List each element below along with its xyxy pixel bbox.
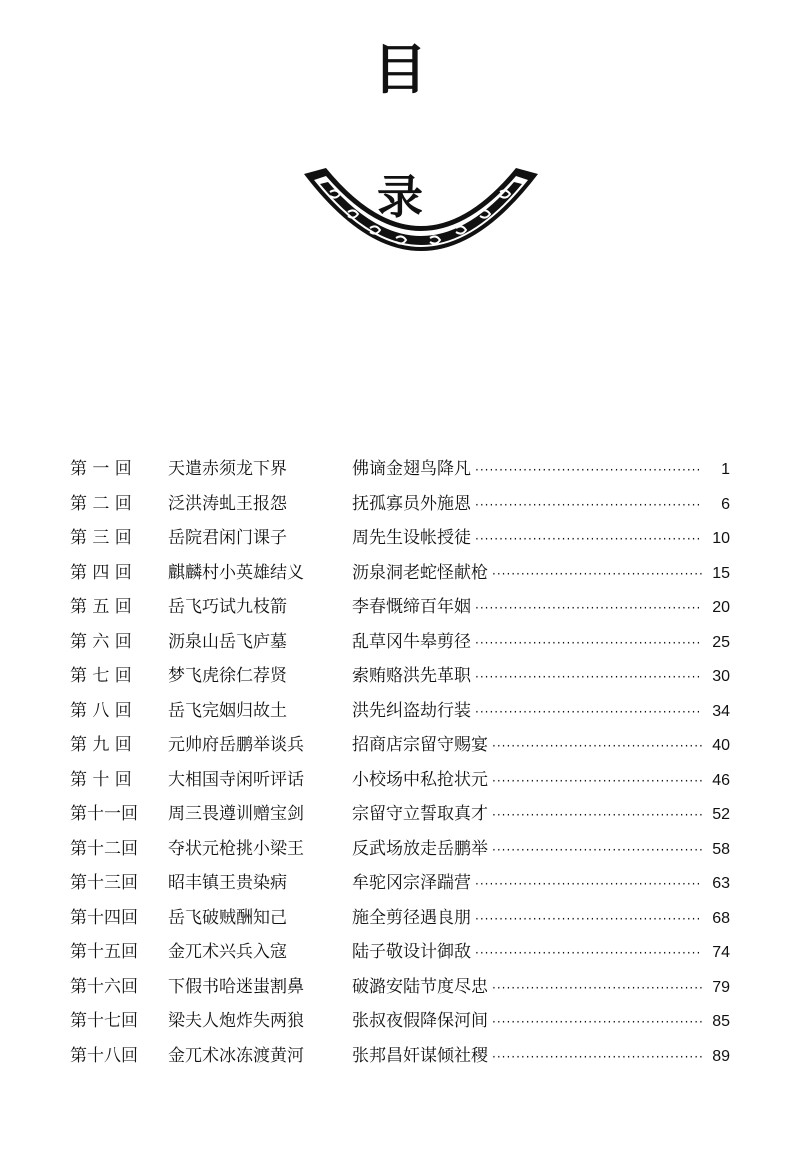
toc-row[interactable] — [70, 799, 730, 834]
chapter-number: 第十八回 — [70, 1045, 138, 1066]
leader-dots — [475, 532, 702, 546]
chapter-title-second: 宗留守立誓取真才 — [352, 804, 488, 824]
chapter-title-first: 梁夫人炮炸失两狼 — [168, 1011, 304, 1031]
toc-row[interactable] — [70, 868, 730, 903]
chapter-title-second: 招商店宗留守赐宴 — [352, 735, 488, 755]
toc-row[interactable] — [70, 558, 730, 593]
page-number: 25 — [712, 633, 730, 651]
leader-dots — [475, 498, 702, 512]
chapter-title-first: 岳飞完姻归故土 — [168, 700, 287, 721]
chapter-title-second: 张叔夜假降保河间 — [352, 1011, 488, 1031]
chapter-title-second: 破潞安陆节度尽忠 — [352, 976, 488, 997]
leader-dots — [492, 981, 702, 995]
page-number: 30 — [712, 668, 730, 685]
chapter-number: 第 三 回 — [70, 528, 132, 548]
toc-row[interactable] — [70, 523, 730, 558]
chapter-number: 第 九 回 — [70, 735, 132, 755]
chapter-number: 第十五回 — [70, 942, 138, 962]
chapter-title-second: 施全剪径遇良朋 — [352, 907, 471, 928]
chapter-number: 第十一回 — [70, 804, 138, 824]
title-mu: 目 — [373, 38, 427, 101]
chapter-title-first: 金兀术兴兵入寇 — [168, 942, 287, 962]
toc-row[interactable] — [70, 592, 730, 627]
chapter-number: 第 二 回 — [70, 493, 132, 514]
chapter-number: 第 六 回 — [70, 631, 132, 652]
leader-dots — [475, 670, 702, 684]
chapter-title-first: 梦飞虎徐仁荐贤 — [168, 666, 287, 686]
leader-dots — [492, 1015, 702, 1029]
chapter-title-second: 周先生设帐授徒 — [352, 528, 471, 548]
chapter-number: 第十二回 — [70, 838, 138, 859]
leader-dots — [492, 739, 702, 753]
chapter-title-first: 沥泉山岳飞庐墓 — [168, 631, 287, 652]
chapter-title-second: 洪先纠盗劫行装 — [352, 700, 471, 721]
leader-dots — [475, 601, 702, 615]
toc-row[interactable] — [70, 834, 730, 869]
leader-dots — [492, 774, 702, 788]
page-number: 46 — [712, 771, 730, 789]
chapter-title-first: 金兀术冰冻渡黄河 — [168, 1045, 304, 1066]
chapter-title-first: 夺状元枪挑小梁王 — [168, 838, 304, 859]
chapter-title-second: 小校场中私抢状元 — [352, 769, 488, 790]
chapter-title-second: 张邦昌奸谋倾社稷 — [352, 1045, 488, 1066]
chapter-number: 第 七 回 — [70, 666, 132, 686]
chapter-title-first: 泛洪涛虬王报怨 — [168, 493, 287, 514]
page-number: 40 — [712, 737, 730, 754]
chapter-title-second: 反武场放走岳鹏举 — [352, 838, 488, 859]
chapter-title-second: 乱草冈牛皋剪径 — [352, 631, 471, 652]
page-number: 68 — [712, 909, 730, 927]
page-number: 63 — [712, 875, 730, 892]
chapter-title-first: 下假书哈迷蚩割鼻 — [168, 976, 304, 997]
chapter-title-first: 岳飞巧试九枝箭 — [168, 597, 287, 617]
toc-row[interactable] — [70, 730, 730, 765]
chapter-title-first: 大相国寺闲听评话 — [168, 769, 304, 790]
leader-dots — [475, 946, 702, 960]
chapter-title-first: 岳院君闲门课子 — [168, 528, 287, 548]
toc-row[interactable] — [70, 627, 730, 662]
leader-dots — [475, 912, 702, 926]
page-number: 85 — [712, 1013, 730, 1030]
toc-row[interactable] — [70, 454, 730, 489]
leader-dots — [492, 567, 702, 581]
chapter-title-second: 抚孤寡员外施恩 — [352, 493, 471, 514]
chapter-title-second: 索贿赂洪先革职 — [352, 666, 471, 686]
toc-row[interactable] — [70, 661, 730, 696]
toc-row[interactable] — [70, 696, 730, 731]
chapter-title-first: 元帅府岳鹏举谈兵 — [168, 735, 304, 755]
toc-row[interactable] — [70, 972, 730, 1007]
title-lu: 录 — [377, 170, 423, 224]
page-number: 10 — [712, 530, 730, 547]
page-number: 6 — [721, 495, 730, 513]
leader-dots — [475, 705, 702, 719]
leader-dots — [492, 843, 702, 857]
chapter-number: 第十三回 — [70, 873, 138, 893]
chapter-title-second: 陆子敬设计御敌 — [352, 942, 471, 962]
chapter-number: 第 一 回 — [70, 459, 132, 479]
chapter-number: 第 五 回 — [70, 597, 132, 617]
toc-row[interactable] — [70, 765, 730, 800]
page-number: 15 — [712, 564, 730, 582]
chapter-title-second: 沥泉洞老蛇怪献枪 — [352, 562, 488, 583]
toc-row[interactable] — [70, 489, 730, 524]
page-number: 58 — [712, 840, 730, 858]
leader-dots — [475, 877, 702, 891]
leader-dots — [475, 636, 702, 650]
chapter-title-second: 牟驼冈宗泽踹营 — [352, 873, 471, 893]
page-number: 52 — [712, 806, 730, 823]
toc-row[interactable] — [70, 903, 730, 938]
chapter-number: 第 四 回 — [70, 562, 132, 583]
leader-dots — [475, 463, 702, 477]
chapter-number: 第 八 回 — [70, 700, 132, 721]
leader-dots — [492, 808, 702, 822]
chapter-title-first: 昭丰镇王贵染病 — [168, 873, 287, 893]
chapter-title-first: 麒麟村小英雄结义 — [168, 562, 304, 583]
chapter-title-first: 天遣赤须龙下界 — [168, 459, 287, 479]
chapter-title-first: 岳飞破贼酬知己 — [168, 907, 287, 928]
toc-row[interactable] — [70, 1006, 730, 1041]
leader-dots — [492, 1050, 702, 1064]
page-number: 74 — [712, 944, 730, 961]
chapter-title-first: 周三畏遵训赠宝剑 — [168, 804, 304, 824]
chapter-title-second: 李春慨缔百年姻 — [352, 597, 471, 617]
page-number: 20 — [712, 599, 730, 616]
table-of-contents — [70, 454, 730, 1075]
chapter-number: 第十七回 — [70, 1011, 138, 1031]
page-number: 79 — [712, 978, 730, 996]
chapter-number: 第十四回 — [70, 907, 138, 928]
page-number: 89 — [712, 1047, 730, 1065]
chapter-number: 第十六回 — [70, 976, 138, 997]
toc-row[interactable] — [70, 937, 730, 972]
chapter-number: 第 十 回 — [70, 769, 132, 790]
toc-row[interactable] — [70, 1041, 730, 1076]
page-number: 1 — [721, 461, 730, 478]
chapter-title-second: 佛谪金翅鸟降凡 — [352, 459, 471, 479]
page-number: 34 — [712, 702, 730, 720]
